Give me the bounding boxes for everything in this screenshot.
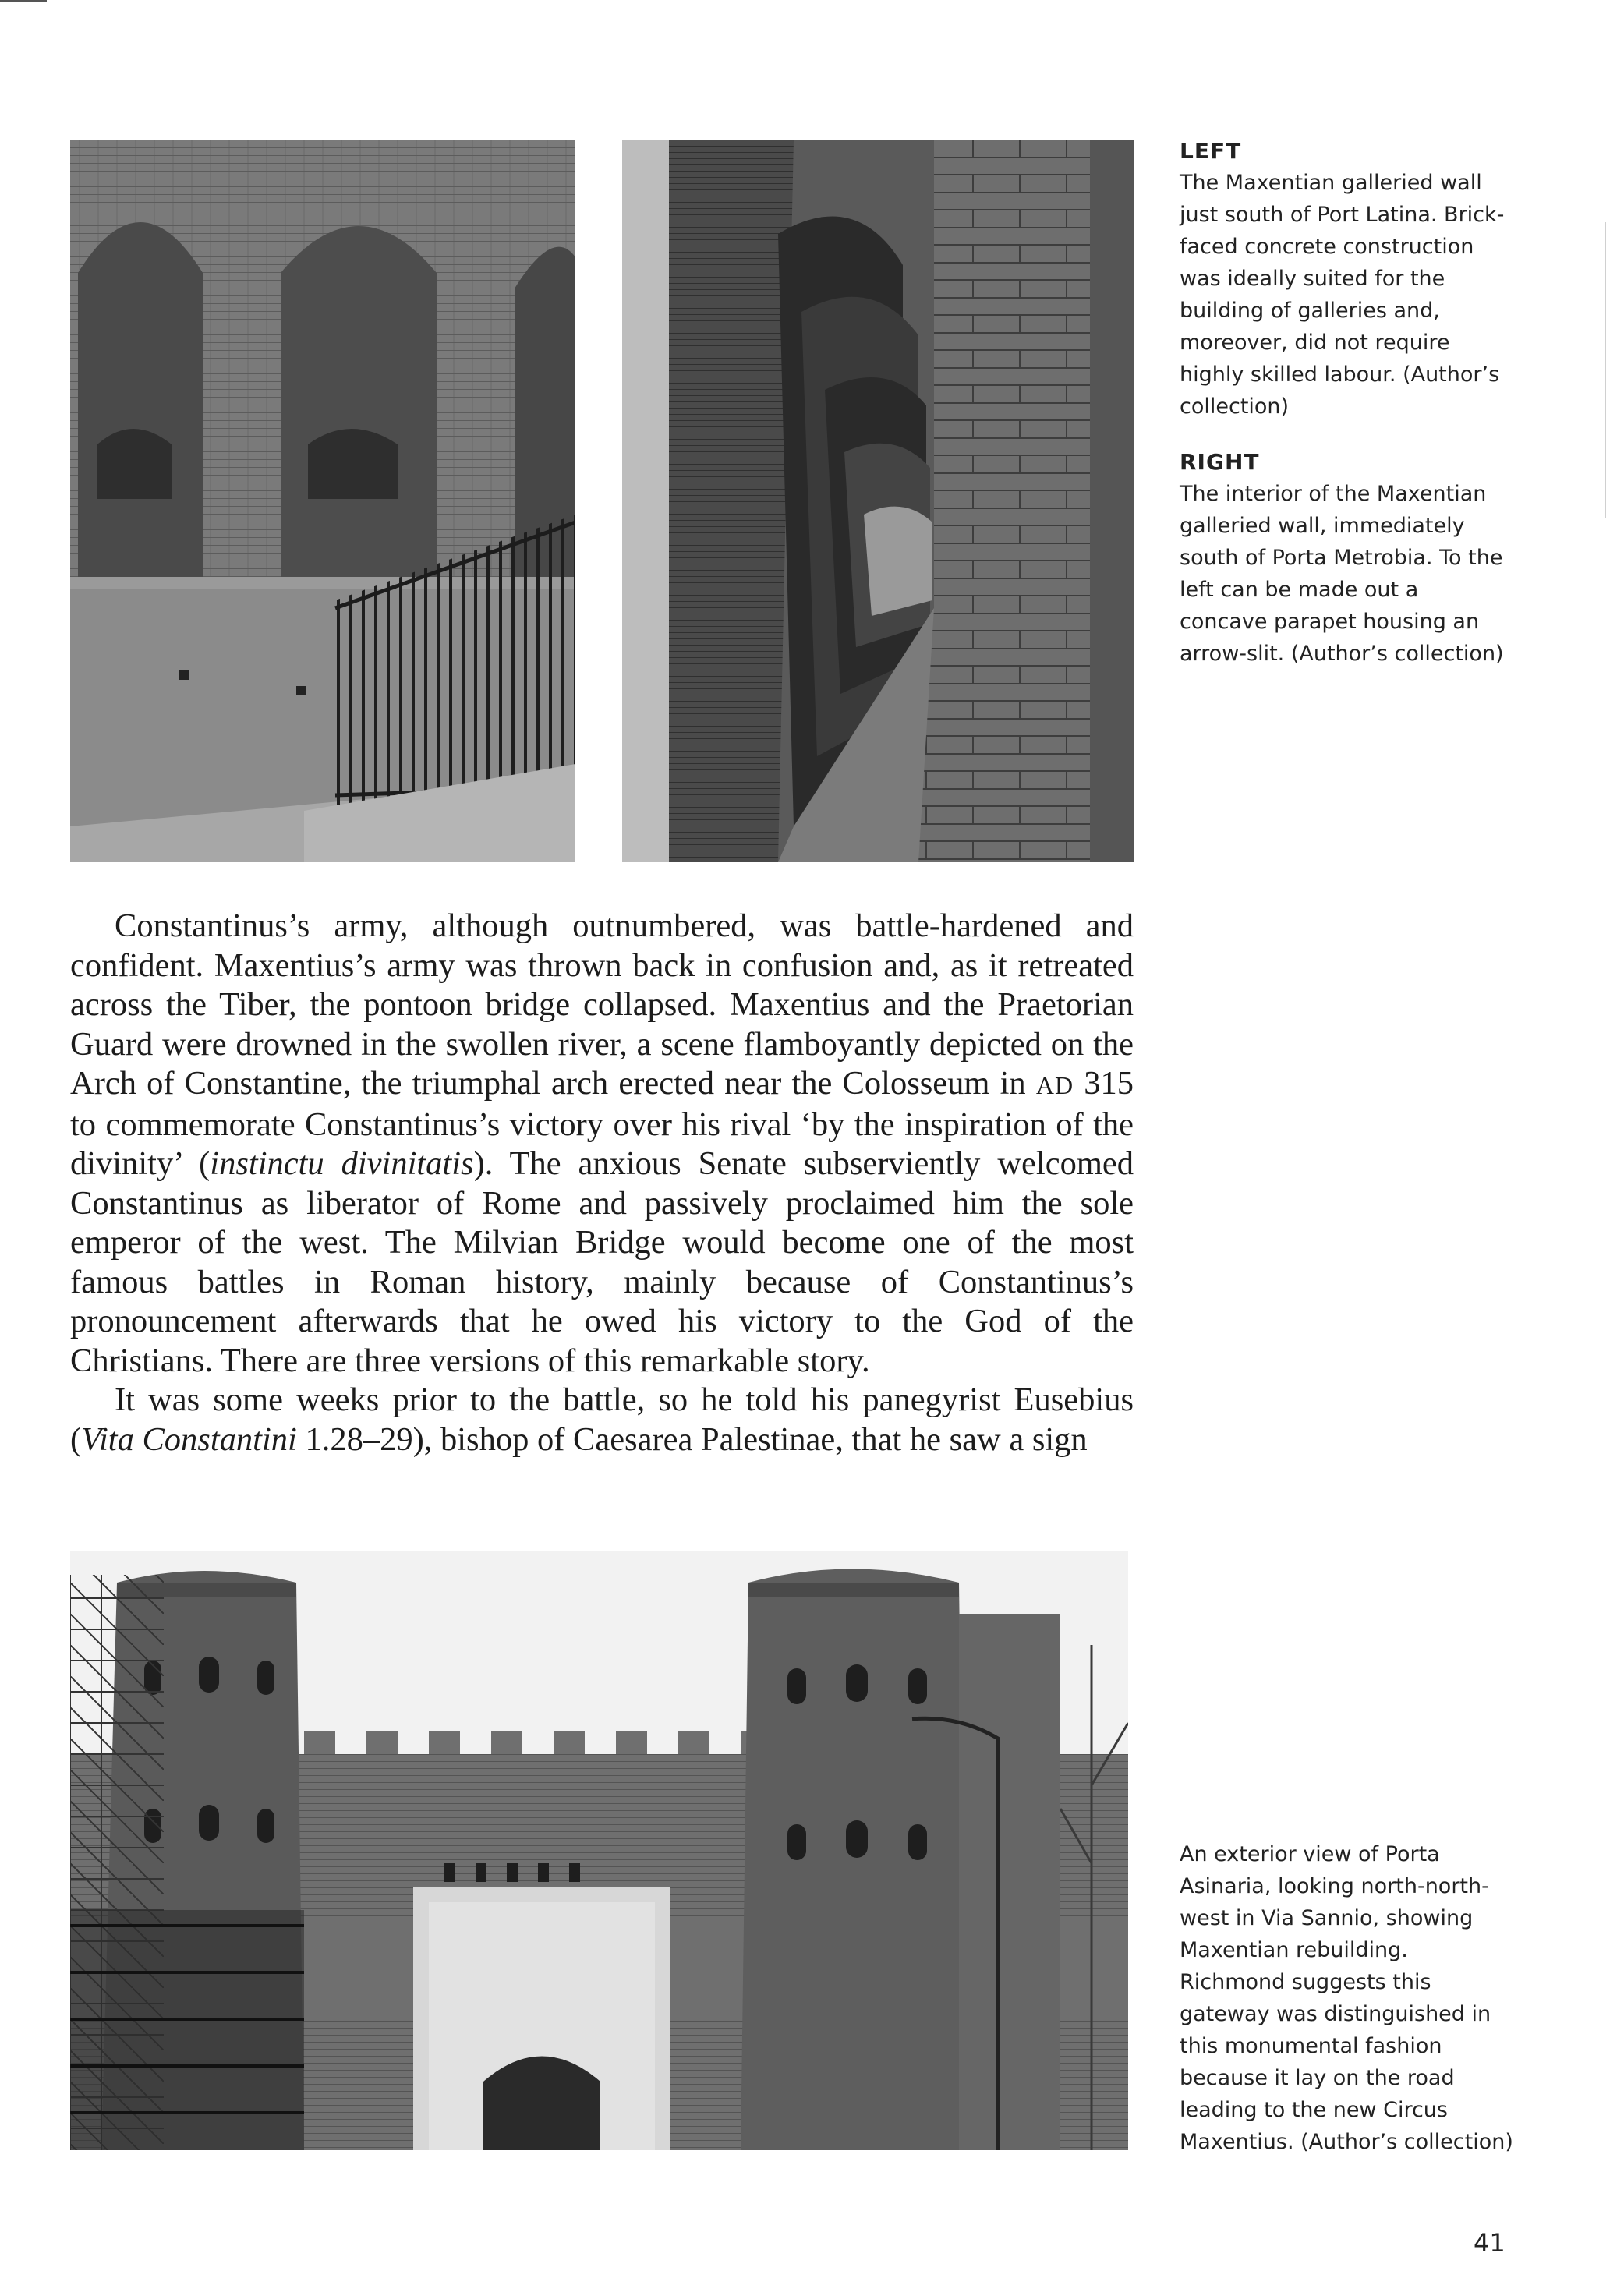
- p1-era: AD: [1035, 1071, 1074, 1099]
- caption-left-text: The Maxentian galleried wall just south of Port Latina. Brick-faced concrete construction was ideally suited for the building of galleries and, moreover, did not require highly skilled labour. (Author’s collection): [1180, 171, 1505, 419]
- p1-part-b: 315 to commemorate Constantinus’s victory over his rival ‘by the inspiration of the divinity’ (: [70, 1065, 1134, 1182]
- caption-right-heading: RIGHT: [1180, 449, 1260, 475]
- photo-gallery-interior: [622, 140, 1134, 862]
- p2-part-b: 1.28–29), bishop of Caesarea Palestinae, that he saw a sign: [296, 1420, 1088, 1458]
- p2-part-a: It was some weeks prior to the battle, so he told his panegyrist Eusebius (: [70, 1381, 1134, 1458]
- photo-galleried-wall: [70, 140, 575, 862]
- caption-bottom: [1180, 1838, 1515, 2158]
- galleried-wall-image: [70, 140, 575, 862]
- porta-asinaria-image: [70, 1551, 1128, 2150]
- page-number: 41: [1474, 2228, 1505, 2258]
- p1-part-a: Constantinus’s army, although outnumbered, was battle-hardened and confident. Maxentius’s army was thrown back in confusion and, as it retreated across the Tiber, the pontoon bridge collapsed. Maxentius and the Praetorian Guard were drowned in the swollen river, a scene flamboyantly depicted on the Arch of Constantine, the triumphal arch erected near the Colosseum in: [70, 907, 1134, 1102]
- p1-italic: instinctu divinitatis: [210, 1145, 474, 1182]
- body-paragraph-1: [70, 907, 1134, 1381]
- caption-left-heading: LEFT: [1180, 138, 1242, 164]
- caption-right-text: The interior of the Maxentian galleried wall, immediately south of Porta Metrobia. To the left can be made out a concave parapet housing an arrow-slit. (Author’s collection): [1180, 482, 1504, 666]
- margin-rule: [1605, 222, 1606, 518]
- photo-porta-asinaria: [70, 1551, 1128, 2150]
- caption-left: [1180, 135, 1507, 423]
- page-edge-line: [0, 0, 47, 2]
- p2-italic: Vita Constantini: [81, 1420, 297, 1458]
- body-text: [70, 907, 1134, 1459]
- caption-bottom-text: An exterior view of Porta Asinaria, looking north-north-west in Via Sannio, showing Maxentian rebuilding. Richmond suggests this gateway was distinguished in this monumental fashion because it lay on the road leading to the new Circus Maxentius. (Author’s collection): [1180, 1842, 1513, 2154]
- body-paragraph-2: [70, 1381, 1134, 1459]
- p1-part-c: ). The anxious Senate subserviently welcomed Constantinus as liberator of Rome and passively proclaimed him the sole emperor of the west. The Milvian Bridge would become one of the most famous battles in Roman history, mainly because of Constantinus’s pronouncement afterwards that he owed his victory to the God of the Christians. There are three versions of this remarkable story.: [70, 1145, 1134, 1379]
- caption-right: [1180, 446, 1507, 670]
- gallery-interior-image: [622, 140, 1134, 862]
